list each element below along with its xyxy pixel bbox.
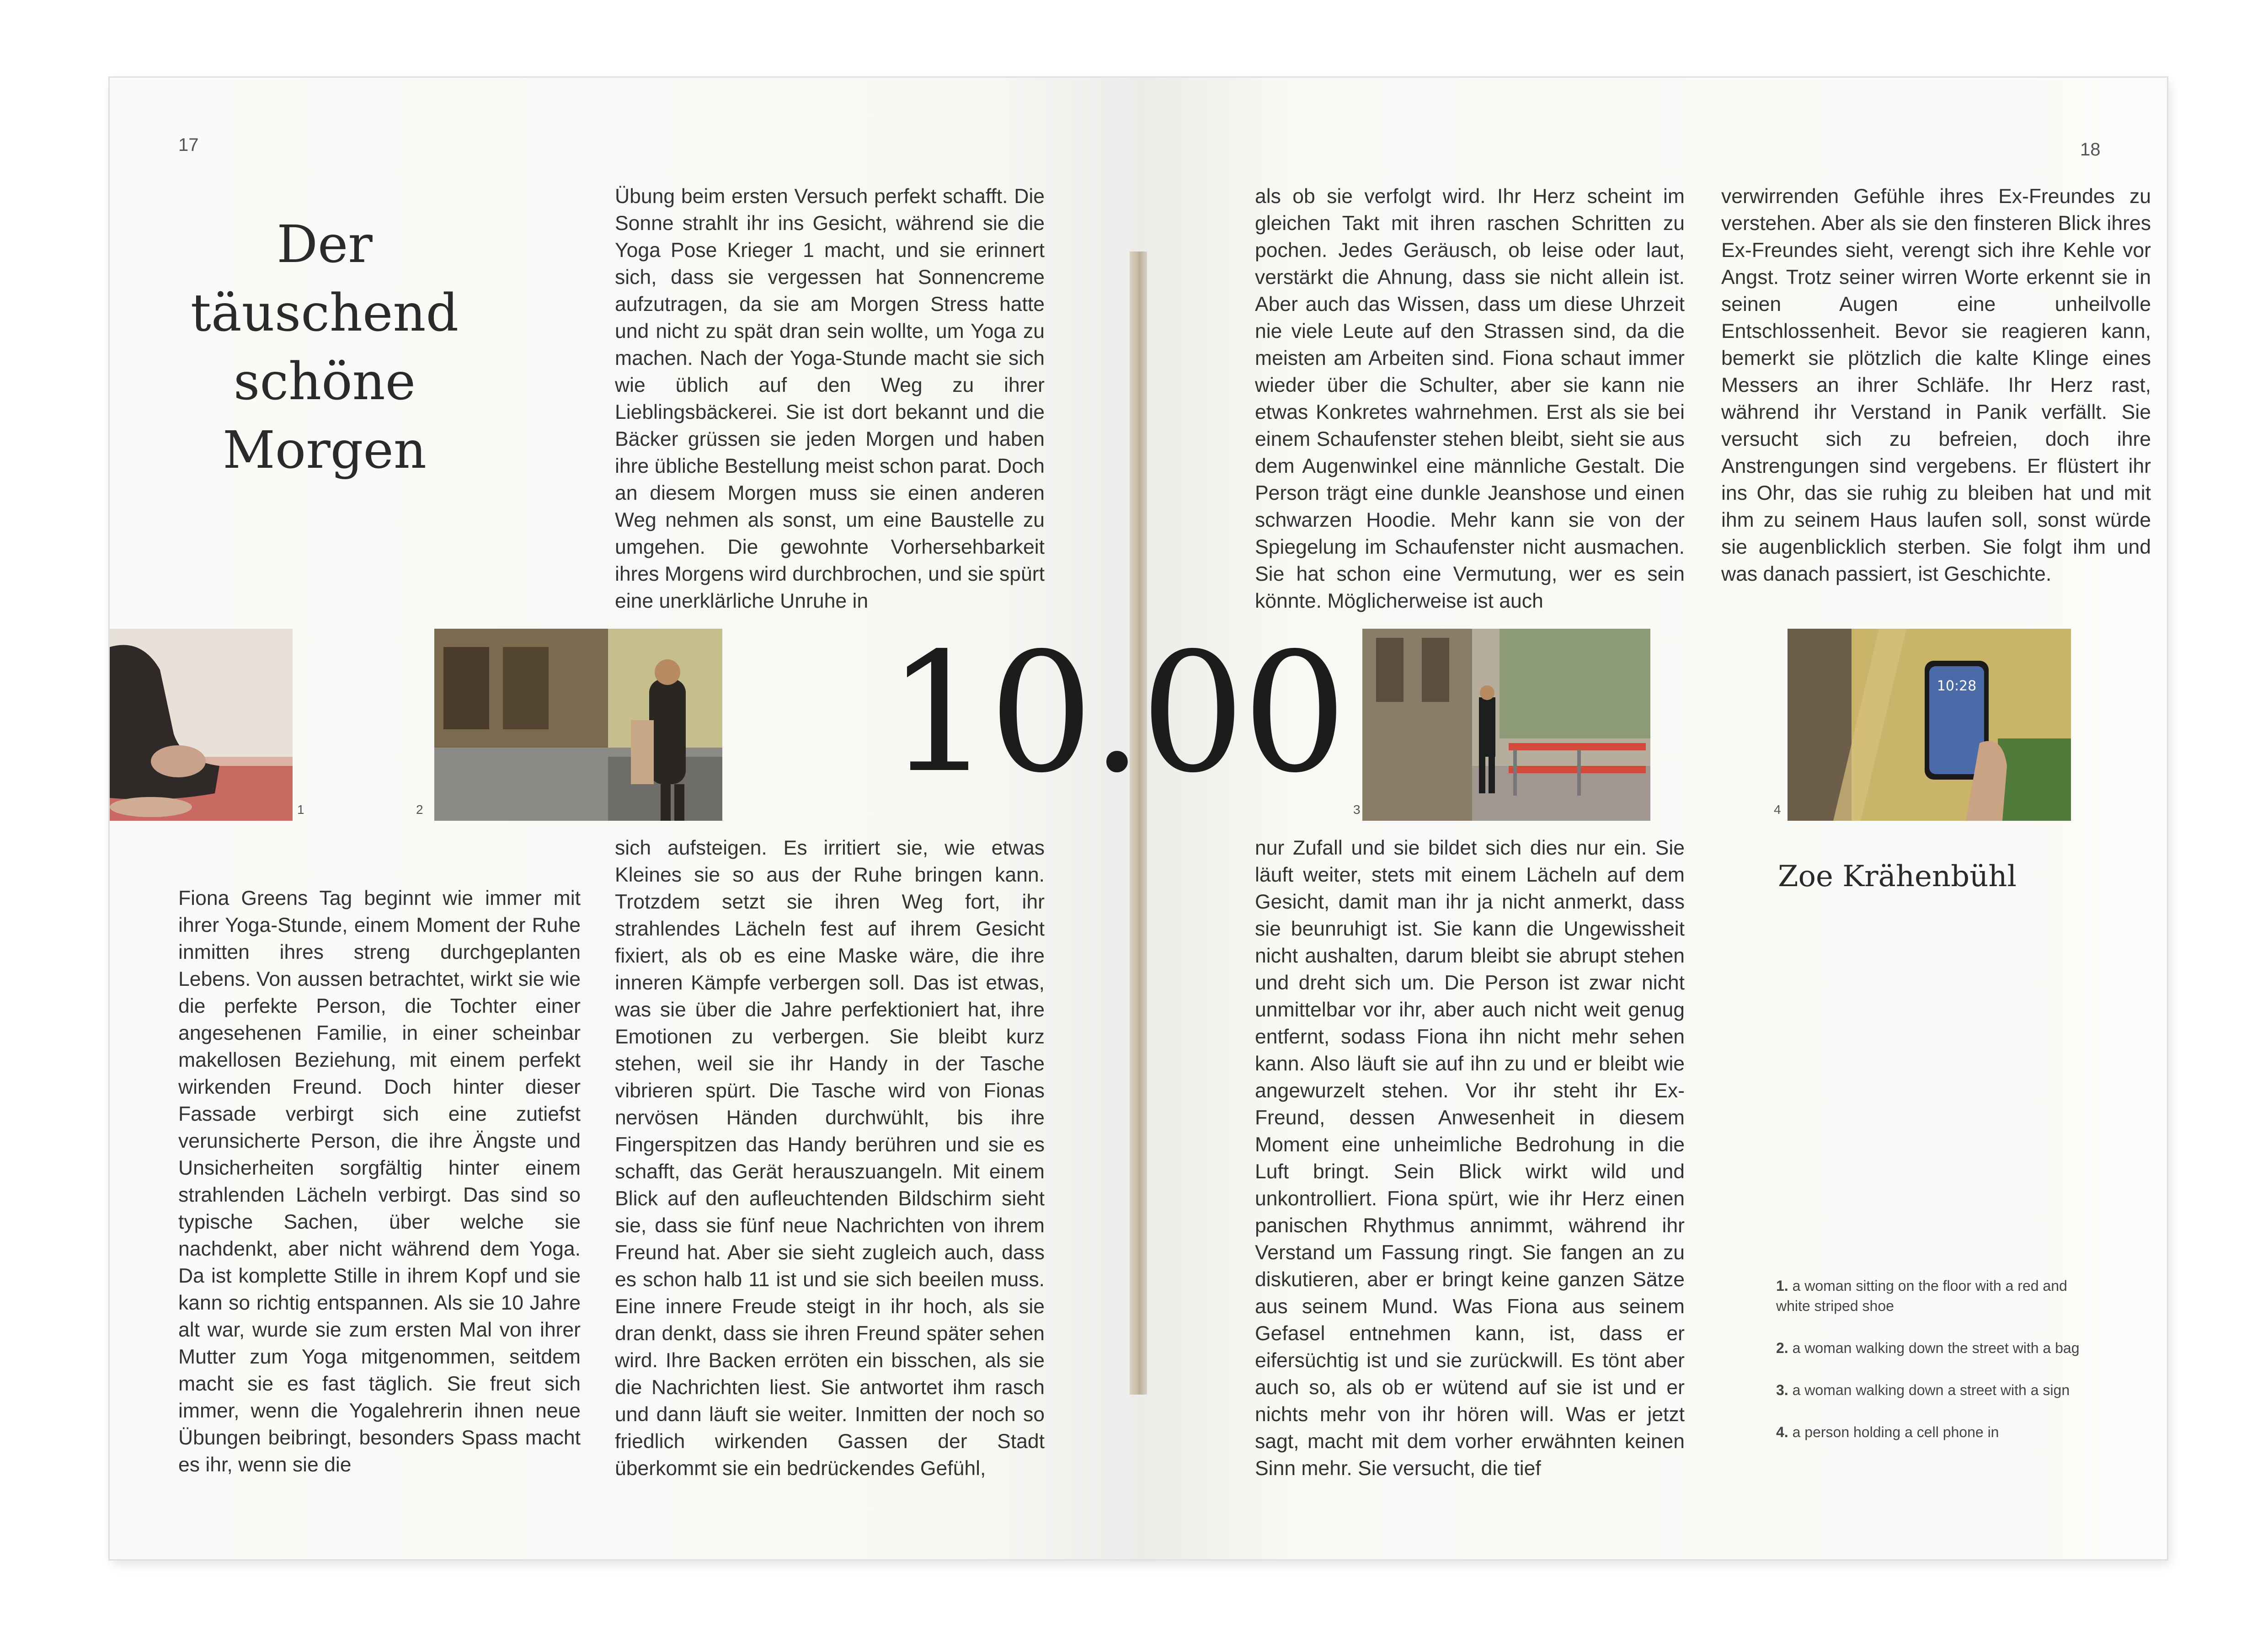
caption-item	[1776, 1276, 2096, 1316]
caption-text: a woman walking down the street with a bag	[1792, 1340, 2080, 1356]
caption-text: a person holding a cell phone in	[1792, 1424, 1999, 1440]
photo-street-sign	[1362, 629, 1650, 821]
text-column-left-2: sich aufsteigen. Es irritiert sie, wie etwas Kleines sie so aus der Ruhe bringen kann. Trotzdem setzt sie ihren Weg fort, ihr strahlendes Lächeln fest auf ihrem Gesicht fixiert, als ob es eine Maske wäre, die ihre inneren Kämpfe verbergen soll. Das ist etwas, was sie über die Jahre perfektioniert hat, ihre Emotionen zu verbergen. Sie bleibt kurz stehen, weil sie ihr Handy in der Tasche vibrieren spürt. Die Tasche wird von Fionas nervösen Händen durchwühlt, bis ihre Fingerspitzen das Handy berühren und sie es schafft, das Gerät herauszuangeln. Mit einem Blick auf den aufleuchtenden Bildschirm sieht sie, dass sie fünf neue Nachrichten von ihrem Freund hat. Aber sie sieht zugleich auch, dass es schon halb 11 ist und sie sich beeilen muss. Eine innere Freude steigt in ihr hoch, als sie dran denkt, dass sie ihren Freund später sehen wird. Ihre Backen erröten ein bisschen, als sie die Nachrichten liest. Sie antwortet ihm rasch und dann läuft sie weiter. Inmitten der noch so friedlich wirkenden Gassen der Stadt überkommt sie ein bedrückendes Gefühl,	[615, 837, 1045, 1480]
binding-thread	[1130, 251, 1147, 1395]
page-number-right: 18	[2080, 139, 2101, 160]
text-column-left-top: Übung beim ersten Versuch perfekt schafft. Die Sonne strahlt ihr ins Gesicht, während sie die Yoga Pose Krieger 1 macht, und sie erinnert sich, dass sie vergessen hat Sonnencreme aufzutragen, da sie am Morgen Stress hatte und nicht zu spät dran sein wollte, um Yoga zu machen. Nach der Yoga-Stunde macht sie sich wie üblich auf den Weg zu ihrer Lieblingsbäckerei. Sie ist dort bekannt und die Bäcker grüssen sie jeden Morgen und haben ihre übliche Bestellung meist schon parat. Doch an diesem Morgen muss sie einen anderen Weg nehmen als sonst, um eine Baustelle zu umgehen. Die gewohnte Vorhersehbarkeit ihres Morgens wird durchbrochen, und sie spürt eine unerklärliche Unruhe in	[615, 185, 1045, 612]
author-name: Zoe Krähenbühl	[1778, 860, 2017, 893]
page-number-left: 17	[178, 135, 199, 155]
text-column-right-top-2: verwirrenden Gefühle ihres Ex-Freundes zu verstehen. Aber als sie den finsteren Blick ihres Ex-Freundes sieht, verengt sich ihre Kehle vor Angst. Trotz seiner wirren Worte erkennt sie in seinen Augen eine unheilvolle Entschlossenheit. Bevor sie reagieren kann, bemerkt sie plötzlich die kalte Klinge eines Messers an ihrer Schläfe. Ihr Herz rast, während ihr Verstand in Panik verfällt. Sie versucht sich zu befreien, doch ihre Anstrengungen sind vergebens. Er flüstert ihr ins Ohr, das sie ruhig zu bleiben hat und mit ihm zu seinem Haus laufen soll, sonst würde sie augenblicklich sterben. Sie folgt ihm und was danach passiert, ist Geschichte.	[1721, 185, 2151, 585]
title-line: schöne	[233, 352, 416, 412]
photo-label: 4	[1774, 802, 1781, 817]
text-column-right-top-1: als ob sie verfolgt wird. Ihr Herz scheint im gleichen Takt mit ihren raschen Schritten zu pochen. Jedes Geräusch, ob leise oder laut, verstärkt die Ahnung, dass sie nicht allein ist. Aber auch das Wissen, dass um diese Uhrzeit nie viele Leute auf den Strassen sind, da die meisten am Arbeiten sind. Fiona schaut immer wieder über die Schulter, aber sie kann nie etwas Konkretes wahrnehmen. Erst als sie bei einem Schaufenster stehen bleibt, sieht sie aus dem Augenwinkel eine männliche Gestalt. Die Person trägt eine dunkle Jeanshose und einen schwarzen Hoodie. Mehr kann sie von der Spiegelung im Schaufenster nicht ausmachen. Sie hat schon eine Vermutung, wer es sein könnte. Möglicherweise ist auch	[1255, 185, 1685, 612]
caption-item	[1776, 1422, 2096, 1442]
phone-time: 10:28	[1937, 678, 1977, 694]
photo-yoga	[110, 629, 293, 821]
photo-label: 3	[1353, 802, 1361, 817]
article-title	[183, 210, 466, 485]
caption-number: 4.	[1776, 1424, 1788, 1440]
photo-label: 2	[416, 802, 423, 817]
time-display: 10.00	[887, 617, 1345, 809]
caption-item	[1776, 1338, 2096, 1358]
photo-captions	[1776, 1276, 2096, 1464]
caption-text: a woman walking down a street with a sign	[1792, 1382, 2070, 1398]
photo-phone	[1788, 629, 2071, 821]
title-line: Der	[277, 215, 373, 274]
photo-label: 1	[297, 802, 304, 817]
title-line: Morgen	[223, 421, 427, 480]
magazine-spread	[110, 78, 2167, 1559]
caption-item	[1776, 1380, 2096, 1400]
caption-number: 1.	[1776, 1278, 1788, 1294]
caption-number: 3.	[1776, 1382, 1788, 1398]
caption-number: 2.	[1776, 1340, 1788, 1356]
caption-text: a woman sitting on the floor with a red and white striped shoe	[1776, 1278, 2067, 1314]
text-column-right-1: nur Zufall und sie bildet sich dies nur ein. Sie läuft weiter, stets mit einem Lächeln auf dem Gesicht, damit man ihr ja nicht anmerkt, dass sie beunruhigt ist. Sie kann die Ungewissheit nicht aushalten, darum bleibt sie abrupt stehen und dreht sich um. Die Person ist zwar nicht unmittelbar vor ihr, aber auch nicht weit genug entfernt, sodass Fiona ihn nicht mehr sehen kann. Also läuft sie auf ihn zu und er bleibt wie angewurzelt stehen. Vor ihr steht ihr Ex-Freund, dessen Anwesenheit in diesem Moment eine unheimliche Bedrohung in die Luft bringt. Sein Blick wirkt wild und unkontrolliert. Fiona spürt, wie ihr Herz einen panischen Rhythmus annimmt, während ihr Verstand um Fassung ringt. Sie fangen an zu diskutieren, aber er bringt keine ganzen Sätze aus seinem Mund. Was Fiona aus seinem Gefasel entnehmen kann, ist, dass er eifersüchtig ist und sie zurückwill. Es tönt aber auch so, als ob er wütend auf sie ist und er nichts mehr von ihr hören will. Was er jetzt sagt, macht mit dem vorher erwähnten keinen Sinn mehr. Sie versucht, die tief	[1255, 837, 1685, 1480]
title-line: täuschend	[190, 283, 459, 343]
photo-street-woman	[434, 629, 722, 821]
text-column-left-1: Fiona Greens Tag beginnt wie immer mit ihrer Yoga-Stunde, einem Moment der Ruhe inmitten ihres streng durchgeplanten Lebens. Von aussen betrachtet, wirkt sie wie die perfekte Person, die Tochter einer angesehenen Familie, in einer scheinbar makellosen Beziehung, mit einem perfekt wirkenden Freund. Doch hinter dieser Fassade verbirgt sich eine zutiefst verunsicherte Person, die ihre Ängste und Unsicherheiten sorgfältig hinter einem strahlenden Lächeln verbirgt. Das sind so typische Sachen, über welche sie nachdenkt, aber nicht während dem Yoga. Da ist komplette Stille in ihrem Kopf und sie kann so richtig entspannen. Als sie 10 Jahre alt war, wurde sie zum ersten Mal von ihrer Mutter zum Yoga mitgenommen, seitdem macht sie es fast täglich. Sie freut sich immer, wenn die Yogalehrerin ihnen neue Übungen beibringt, besonders Spass macht es ihr, wenn sie die	[178, 887, 581, 1476]
